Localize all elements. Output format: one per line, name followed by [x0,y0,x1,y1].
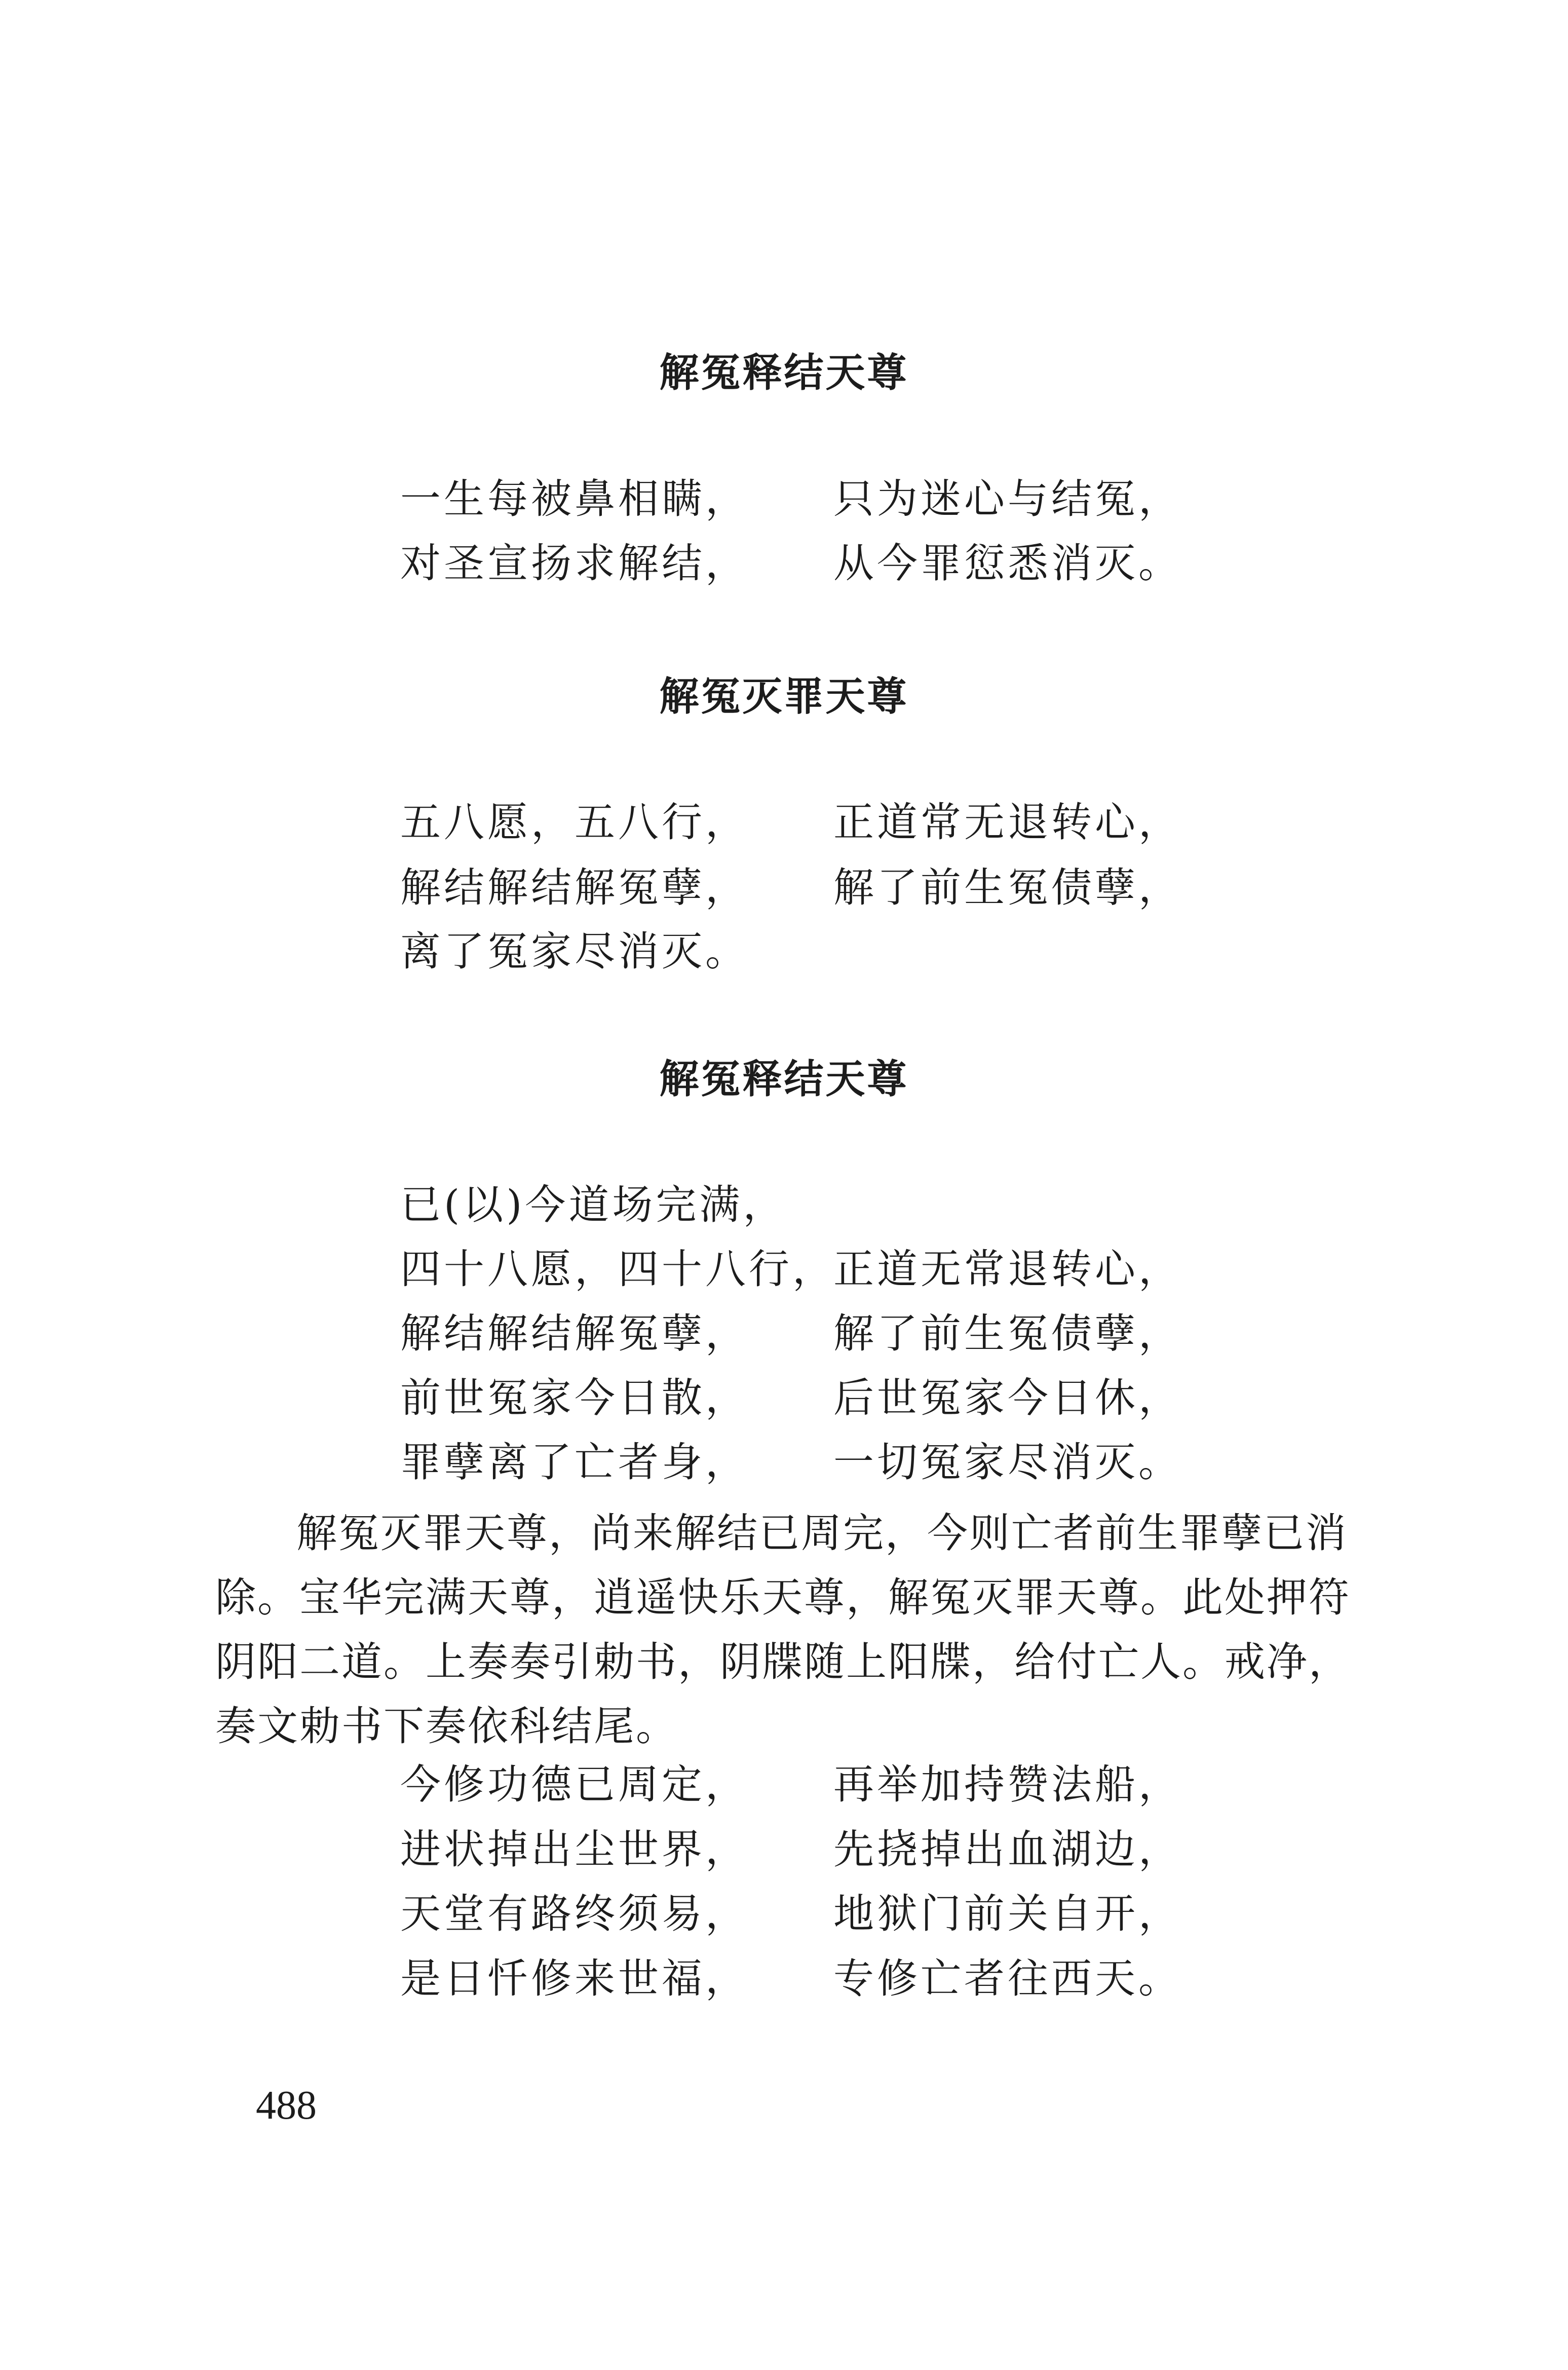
verse-line: 今修功德已周定， [400,1761,749,1808]
verse-line: 先挠掉出血湖边， [833,1826,1182,1873]
verse-line: 再举加持赞法船， [833,1761,1182,1808]
verse-line: 已(以)今道场完满， [400,1181,787,1228]
verse-line: 解结解结解冤孽， [400,1310,749,1357]
verse-line: 离了冤家尽消灭。 [400,928,749,975]
verse-line: 四十八愿，四十八行， [400,1246,836,1293]
verse-line: 五八愿，五八行， [400,799,749,846]
verse-line: 解了前生冤债孽， [833,1310,1182,1357]
section-title: 解冤释结天尊 [659,1057,909,1102]
verse-line: 后世冤家今日休， [833,1374,1182,1421]
section-title: 解冤灭罪天尊 [659,674,909,720]
verse-line: 天堂有路终须易， [400,1890,749,1937]
section-title: 解冤释结天尊 [659,350,909,396]
verse-line: 只为迷心与结冤， [833,475,1182,522]
verse-line: 专修亡者往西天。 [833,1955,1182,2002]
verse-line: 正道常无退转心， [833,799,1182,846]
verse-line: 一切冤家尽消灭。 [833,1439,1182,1486]
verse-line: 正道无常退转心， [833,1246,1182,1293]
verse-line: 从今罪愆悉消灭。 [833,540,1182,587]
verse-line: 一生每被鼻相瞒， [400,475,749,522]
page-number: 488 [256,2083,317,2128]
verse-line: 进状掉出尘世界， [400,1826,749,1873]
verse-line: 是日忏修来世福， [400,1955,749,2002]
verse-line: 罪孽离了亡者身， [400,1439,749,1486]
verse-line: 解结解结解冤孽， [400,864,749,911]
verse-line: 对圣宣扬求解结， [400,540,749,587]
verse-line: 解了前生冤债孽， [833,864,1182,911]
verse-line: 地狱门前关自开， [833,1890,1182,1937]
verse-line: 前世冤家今日散， [400,1374,749,1421]
prose-paragraph: 解冤灭罪天尊，尚来解结已周完，今则亡者前生罪孽已消除。宝华完满天尊，逍遥快乐天尊，解冤灭罪天尊。此处押符阴阳二道。上奏奏引勅书，阴牒随上阳牒，给付亡人。戒净，奏文勅书下奏依科结尾。 [215,1510,1351,1750]
